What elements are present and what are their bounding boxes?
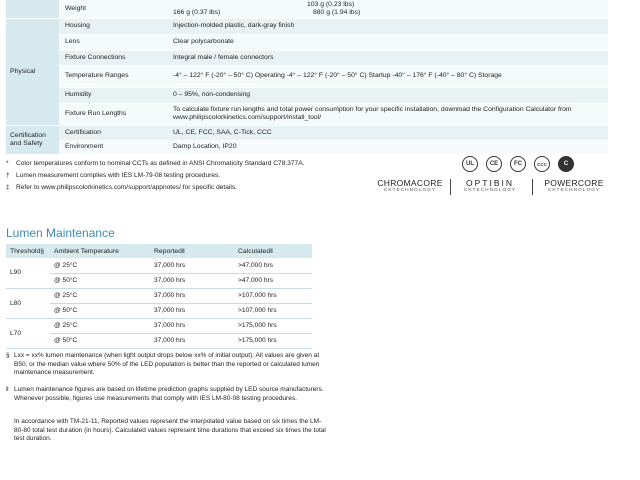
header-reported: Reported‖ xyxy=(150,244,234,258)
footnote-symbol: ‖ xyxy=(6,386,9,393)
brand-divider xyxy=(532,179,533,195)
calculated-cell: >175,000 hrs xyxy=(234,318,312,333)
spec-label: Housing xyxy=(59,18,167,34)
lumen-maintenance-title: Lumen Maintenance xyxy=(6,226,115,240)
reported-cell: 37,000 hrs xyxy=(150,273,234,288)
note-item xyxy=(6,182,366,194)
weight-value-1: 103 g (0.23 lbs) xyxy=(307,0,355,8)
lumen-maintenance-table xyxy=(6,244,312,349)
table-header-row xyxy=(6,244,312,258)
technology-brands xyxy=(374,178,614,198)
footnote xyxy=(6,386,328,403)
spec-row xyxy=(6,18,608,34)
threshold-cell: L80 xyxy=(6,288,50,318)
calculated-cell: >47,000 hrs xyxy=(234,258,312,273)
ccc-mark-icon: CCC xyxy=(534,156,550,172)
threshold-cell: L70 xyxy=(6,318,50,348)
note-item xyxy=(6,170,366,182)
spec-value: 0 – 95%, non-condensing xyxy=(167,87,608,103)
temp-cell: @ 25°C xyxy=(50,288,150,303)
certification-marks xyxy=(462,152,582,174)
spec-notes xyxy=(6,158,366,194)
footnote-text: Lumen maintenance figures are based on lifetime prediction graphs supplied by LED source manufacturers. Whenever possible, figures use measurements that comply with IES LM-80-08 testing procedures. xyxy=(14,386,324,402)
spec-row xyxy=(6,125,608,140)
spec-value: UL, CE, FCC, SAA, C-Tick, CCC xyxy=(167,125,608,140)
reported-cell: 37,000 hrs xyxy=(150,318,234,333)
footnote-text: In accordance with TM-21-11, Reported values represent the interpolated value based on six times the LM-80-80 total test duration (in hours). Calculated values represent time durations that exceed six times the total test duration. xyxy=(14,418,326,443)
spec-label: Temperature Ranges xyxy=(59,65,167,87)
section-certification: Certification and Safety xyxy=(6,125,59,154)
spec-value: Injection-molded plastic, dark-gray finish xyxy=(167,18,608,34)
weight-value-3: 880 g (1.94 lbs) xyxy=(313,8,361,16)
header-calculated: Calculated‖ xyxy=(234,244,312,258)
calculated-cell: >47,000 hrs xyxy=(234,273,312,288)
temp-cell: @ 25°C xyxy=(50,258,150,273)
section-cell-top xyxy=(6,0,59,18)
powercore-logo: POWERCORE CKTECHNOLOGY xyxy=(544,178,604,193)
threshold-cell: L90 xyxy=(6,258,50,288)
spec-table xyxy=(6,0,608,155)
footnote xyxy=(6,352,328,378)
c-tick-mark-icon: C xyxy=(558,156,574,172)
table-row xyxy=(6,318,312,333)
table-row xyxy=(6,333,312,348)
fcc-mark-icon: FC xyxy=(510,156,526,172)
note-item xyxy=(6,158,366,170)
spec-row-weight xyxy=(6,0,608,18)
header-ambient: Ambient Temperature xyxy=(50,244,150,258)
header-threshold: Threshold§ xyxy=(6,244,50,258)
table-row xyxy=(6,258,312,273)
chromacore-logo: CHROMACORE CKTECHNOLOGY xyxy=(377,178,443,193)
reported-cell: 37,000 hrs xyxy=(150,303,234,318)
ce-mark-icon: CE xyxy=(486,156,502,172)
note-symbol: † xyxy=(6,172,10,179)
table-row xyxy=(6,273,312,288)
note-symbol: * xyxy=(6,160,9,167)
spec-value: Integral male / female connectors xyxy=(167,50,608,65)
reported-cell: 37,000 hrs xyxy=(150,333,234,348)
footnote xyxy=(6,418,328,444)
spec-value: Clear polycarbonate xyxy=(167,34,608,50)
calculated-cell: >107,000 hrs xyxy=(234,288,312,303)
spec-row xyxy=(6,50,608,65)
spec-label: Certification xyxy=(59,125,167,140)
section-physical: Physical xyxy=(6,18,59,125)
spec-value-weights xyxy=(167,0,608,18)
table-row xyxy=(6,303,312,318)
optibin-logo: OPTIBIN CKTECHNOLOGY xyxy=(463,178,517,193)
spec-value: Damp Location, IP20 xyxy=(167,140,608,154)
spec-row xyxy=(6,87,608,103)
spec-value: To calculate fixture run lengths and total power consumption for your specific installation, download the Configuration Calculator from www.philipscolorkinetics.com/support/install_tool/ xyxy=(167,103,608,125)
spec-row xyxy=(6,103,608,125)
temp-cell: @ 50°C xyxy=(50,333,150,348)
footnote-text: Lxx = xx% lumen maintenance (when light output drops below xx% of initial output). All values are given at B50, or the median value where 50% of the LED population is better than the reported or calculated lumen maintenance measurement. xyxy=(14,352,320,377)
reported-cell: 37,000 hrs xyxy=(150,288,234,303)
spec-value: -4° – 122° F (-20° – 50° C) Operating -4° – 122° F (-20° – 50° C) Startup -40° – 176° F (-40° – 80° C) Storage xyxy=(167,65,608,87)
temp-cell: @ 25°C xyxy=(50,318,150,333)
spec-row xyxy=(6,65,608,87)
weight-value-2: 166 g (0.37 lbs) xyxy=(173,8,221,16)
table-row xyxy=(6,288,312,303)
note-symbol: ‡ xyxy=(6,184,10,191)
spec-label: Weight xyxy=(59,0,167,18)
note-text: Refer to www.philipscolorkinetics.com/support/appnotes/ for specific details. xyxy=(16,184,237,191)
spec-label: Fixture Run Lengths xyxy=(59,103,167,125)
reported-cell: 37,000 hrs xyxy=(150,258,234,273)
spec-label: Lens xyxy=(59,34,167,50)
calculated-cell: >175,000 hrs xyxy=(234,333,312,348)
calculated-cell: >107,000 hrs xyxy=(234,303,312,318)
note-text: Color temperatures conform to nominal CCTs as defined in ANSI Chromaticity Standard C78.377A. xyxy=(16,160,305,167)
spec-label: Environment xyxy=(59,140,167,154)
spec-row xyxy=(6,34,608,50)
ul-mark-icon: UL xyxy=(462,156,478,172)
spec-label: Fixture Connections xyxy=(59,50,167,65)
temp-cell: @ 50°C xyxy=(50,273,150,288)
footnote-symbol: § xyxy=(6,352,10,359)
spec-label: Humidity xyxy=(59,87,167,103)
temp-cell: @ 50°C xyxy=(50,303,150,318)
brand-divider xyxy=(450,179,451,195)
note-text: Lumen measurement complies with IES LM-79-08 testing procedures. xyxy=(16,172,221,179)
